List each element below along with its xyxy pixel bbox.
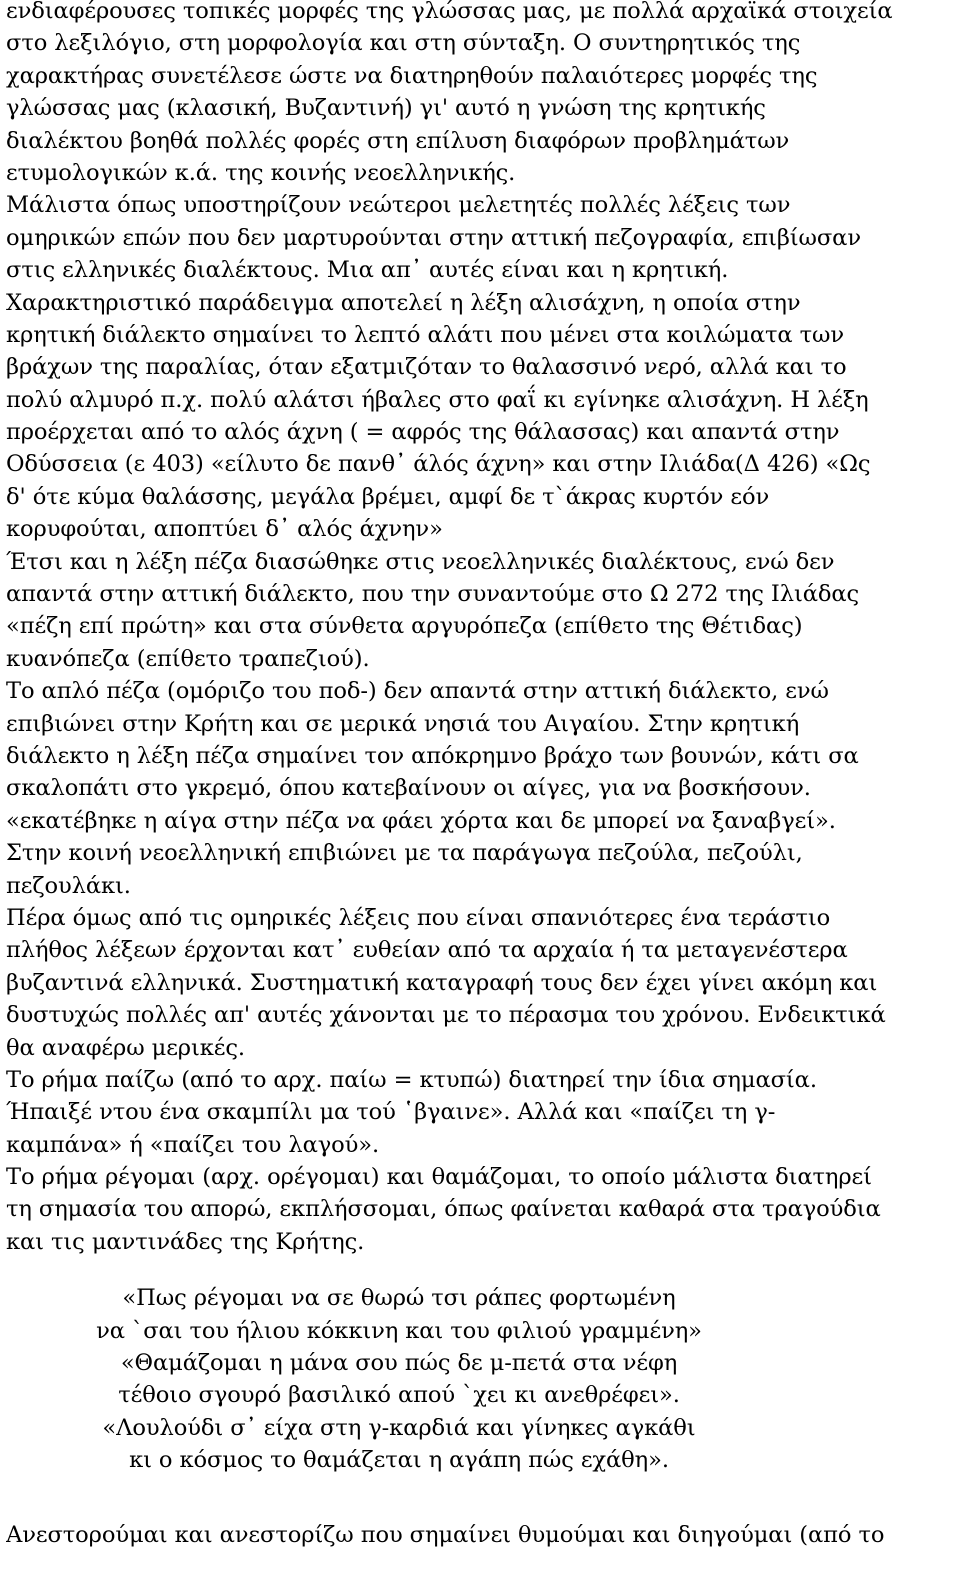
- text-line: πεζουλάκι.: [6, 872, 131, 899]
- text-line: δυστυχώς πολλές απ' αυτές χάνονται με το πέρασμα του χρόνου. Ενδεικτικά: [6, 1002, 886, 1029]
- poem-line: κι ο κόσμος το θαμάζεται η αγάπη πώς εχάθη».: [129, 1447, 669, 1474]
- text-line: ομηρικών επών που δεν μαρτυρούνται στην αττική πεζογραφία, επιβίωσαν: [6, 224, 861, 251]
- text-line: Ήπαιξέ ντου ένα σκαμπίλι μα τού ῾βγαινε». Αλλά και «παίζει τη γ-: [6, 1099, 776, 1126]
- text-line: ενδιαφέρουσες τοπικές μορφές της γλώσσας μας, με πολλά αρχαϊκά στοιχεία: [6, 0, 893, 24]
- text-line: Μάλιστα όπως υποστηρίζουν νεώτεροι μελετητές πολλές λέξεις των: [6, 192, 791, 219]
- text-line: στις ελληνικές διαλέκτους. Μια απ᾽ αυτές είναι και η κρητική.: [6, 257, 729, 284]
- text-line: στο λεξιλόγιο, στη μορφολογία και στη σύνταξη. Ο συντηρητικός της: [6, 30, 801, 57]
- text-line: θα αναφέρω μερικές.: [6, 1034, 245, 1061]
- text-line: σκαλοπάτι στο γκρεμό, όπου κατεβαίνουν οι αίγες, για να βοσκήσουν.: [6, 775, 811, 802]
- mantinades-poem: [6, 1282, 952, 1476]
- text-line: Οδύσσεια (ε 403) «είλυτο δε πανθ᾽ άλός άχνη» και στην Ιλιάδα(Δ 426) «Ως: [6, 451, 871, 478]
- text-line: διαλέκτου βοηθά πολλές φορές στη επίλυση διαφόρων προβλημάτων: [6, 127, 790, 154]
- text-line: «εκατέβηκε η αίγα στην πέζα να φάει χόρτα και δε μπορεί να ξαναβγεί».: [6, 807, 836, 834]
- body-text-part2: [6, 1519, 952, 1551]
- spacer: [6, 1477, 952, 1519]
- text-line: χαρακτήρας συνετέλεσε ώστε να διατηρηθούν παλαιότερες μορφές της: [6, 62, 818, 89]
- body-text-part1: [6, 0, 952, 1258]
- text-line: κρητική διάλεκτο σημαίνει το λεπτό αλάτι που μένει στα κοιλώματα των: [6, 321, 845, 348]
- text-line: «πέζη επί πρώτη» και στα σύνθετα αργυρόπεζα (επίθετο της Θέτιδας): [6, 613, 803, 640]
- text-line: γλώσσας μας (κλασική, Βυζαντινή) γι' αυτό η γνώση της κρητικής: [6, 95, 766, 122]
- text-line: βράχων της παραλίας, όταν εξατμιζόταν το θαλασσινό νερό, αλλά και το: [6, 354, 847, 381]
- text-line: Έτσι και η λέξη πέζα διασώθηκε στις νεοελληνικές διαλέκτους, ενώ δεν: [6, 548, 835, 575]
- text-line: Χαρακτηριστικό παράδειγμα αποτελεί η λέξη αλισάχνη, η οποία στην: [6, 289, 801, 316]
- poem-line: να `σαι του ήλιου κόκκινη και του φιλιού γραμμένη»: [96, 1317, 702, 1344]
- text-line: πολύ αλμυρό π.χ. πολύ αλάτσι ήβαλες στο φαΐ κι εγίνηκε αλισάχνη. Η λέξη: [6, 386, 869, 413]
- text-line: κυανόπεζα (επίθετο τραπεζιού).: [6, 645, 370, 672]
- text-line: τη σημασία του απορώ, εκπλήσσομαι, όπως φαίνεται καθαρά στα τραγούδια: [6, 1196, 881, 1223]
- text-line: πλήθος λέξεων έρχονται κατ᾽ ευθείαν από τα αρχαία ή τα μεταγενέστερα: [6, 937, 848, 964]
- text-line: Ανεστορούμαι και ανεστορίζω που σημαίνει θυμούμαι και διηγούμαι (από το: [6, 1521, 885, 1548]
- text-line: δ' ότε κύμα θαλάσσης, μεγάλα βρέμει, αμφί δε τ`άκρας κυρτόν εόν: [6, 483, 770, 510]
- text-line: Πέρα όμως από τις ομηρικές λέξεις που είναι σπανιότερες ένα τεράστιο: [6, 904, 831, 931]
- text-line: καμπάνα» ή «παίζει του λαγού».: [6, 1131, 380, 1158]
- text-line: Το ρήμα παίζω (από το αρχ. παίω = κτυπώ) διατηρεί την ίδια σημασία.: [6, 1066, 817, 1093]
- poem-line: τέθοιο σγουρό βασιλικό απού `χει κι ανεθρέφει».: [118, 1382, 680, 1409]
- text-line: προέρχεται από το αλός άχνη ( = αφρός της θάλασσας) και απαντά στην: [6, 419, 840, 446]
- text-line: βυζαντινά ελληνικά. Συστηματική καταγραφή τους δεν έχει γίνει ακόμη και: [6, 969, 878, 996]
- poem-line: «Θαμάζομαι η μάνα σου πώς δε μ-πετά στα νέφη: [120, 1350, 678, 1377]
- text-line: Το απλό πέζα (ομόριζο του ποδ-) δεν απαντά στην αττική διάλεκτο, ενώ: [6, 678, 829, 705]
- text-line: Στην κοινή νεοελληνική επιβιώνει με τα παράγωγα πεζούλα, πεζούλι,: [6, 840, 803, 867]
- poem-line: «Πως ρέγομαι να σε θωρώ τσι ράπες φορτωμένη: [122, 1285, 676, 1312]
- text-line: επιβιώνει στην Κρήτη και σε μερικά νησιά του Αιγαίου. Στην κρητική: [6, 710, 800, 737]
- spacer: [6, 1258, 952, 1282]
- text-line: διάλεκτο η λέξη πέζα σημαίνει τον απόκρημνο βράχο των βουνών, κάτι σα: [6, 742, 859, 769]
- poem-line: «Λουλούδι σ᾽ είχα στη γ-καρδιά και γίνηκες αγκάθι: [102, 1414, 696, 1441]
- text-line: απαντά στην αττική διάλεκτο, που την συναντούμε στο Ω 272 της Ιλιάδας: [6, 581, 860, 608]
- text-line: κορυφούται, αποπτύει δ᾽ αλός άχνην»: [6, 516, 443, 543]
- text-line: και τις μαντινάδες της Κρήτης.: [6, 1228, 365, 1255]
- text-line: Το ρήμα ρέγομαι (αρχ. ορέγομαι) και θαμάζομαι, το οποίο μάλιστα διατηρεί: [6, 1164, 872, 1191]
- text-line: ετυμολογικών κ.ά. της κοινής νεοελληνικής.: [6, 159, 516, 186]
